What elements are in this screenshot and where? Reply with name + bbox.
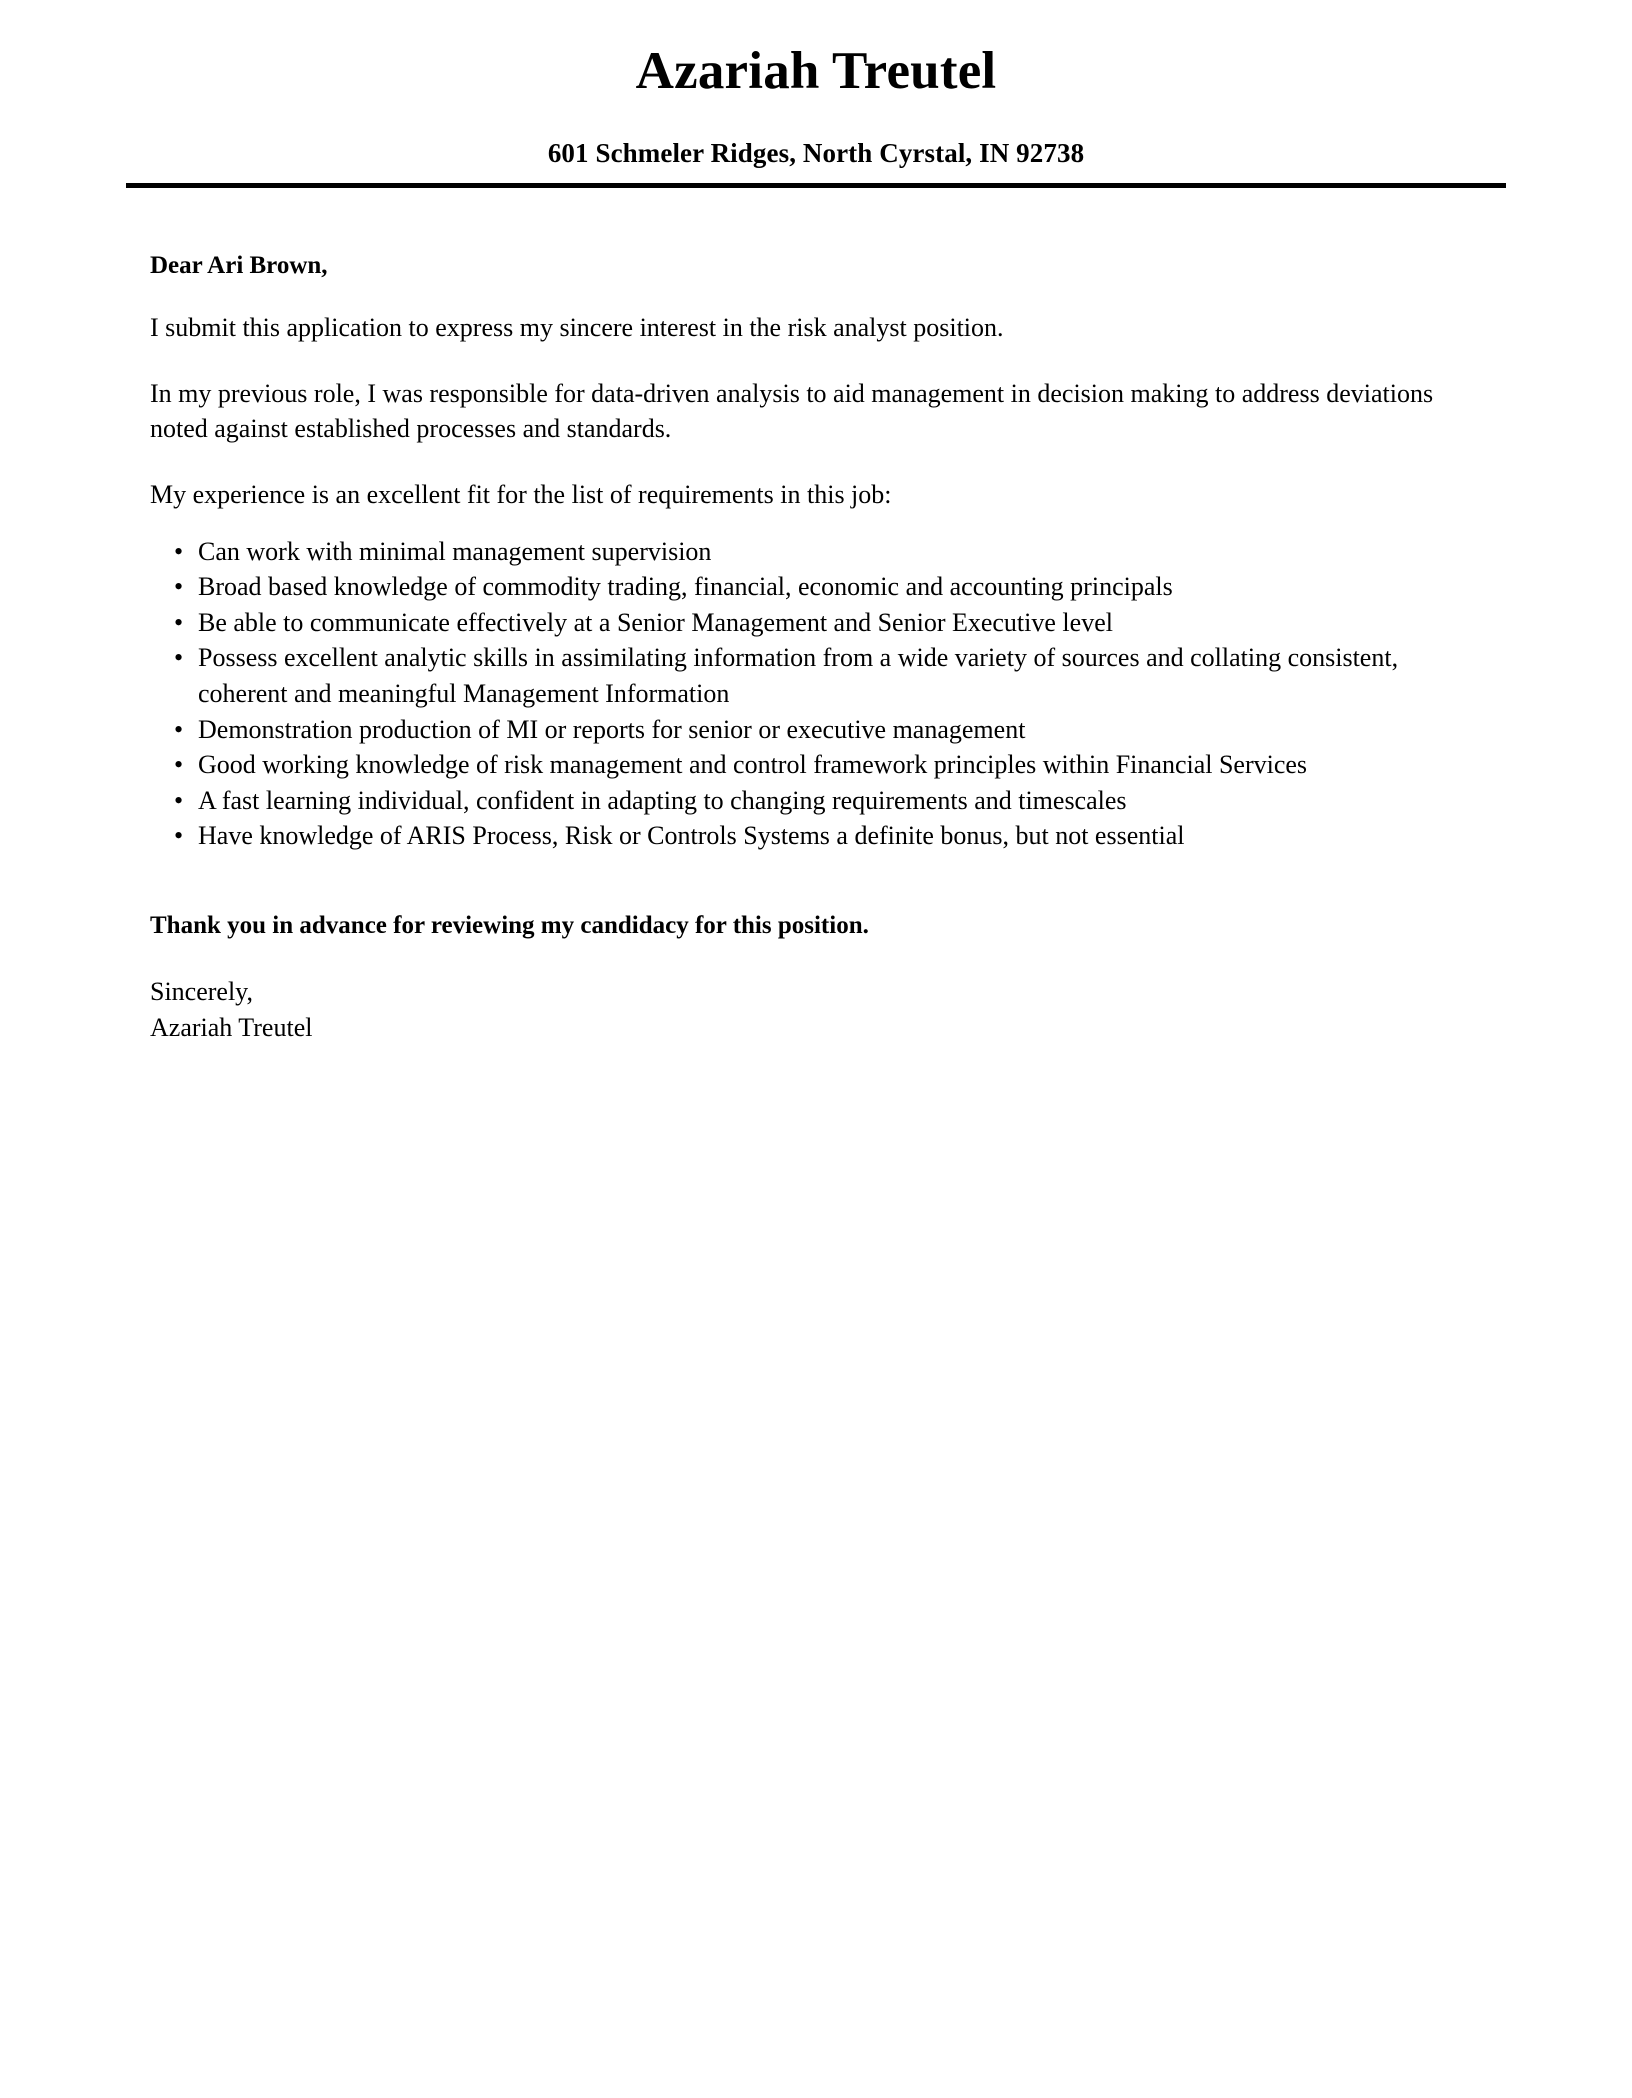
salutation: Dear Ari Brown,: [150, 252, 328, 280]
bullet-icon: •: [174, 607, 184, 637]
bullet-icon: •: [174, 536, 184, 566]
list-item: [150, 818, 1433, 854]
cover-letter: [0, 0, 1632, 1045]
signoff-name: Azariah Treutel: [150, 1012, 313, 1042]
list-item-text: Have knowledge of ARIS Process, Risk or Controls Systems a definite bonus, but not essential: [198, 821, 1185, 851]
bullet-icon: •: [174, 750, 184, 780]
bullet-icon: •: [174, 572, 184, 602]
list-item: [150, 605, 1433, 641]
list-item: [150, 712, 1433, 748]
letter-body: [0, 188, 1632, 1045]
candidate-name: Azariah Treutel: [635, 42, 997, 100]
list-item-text: Be able to communicate effectively at a Senior Management and Senior Executive level: [198, 607, 1113, 637]
requirements-list: [150, 513, 1482, 854]
bullet-icon: •: [174, 821, 184, 851]
list-item: [150, 569, 1433, 605]
list-item: [150, 640, 1433, 711]
list-item: [150, 783, 1433, 819]
experience-paragraph: In my previous role, I was responsible for data-driven analysis to aid management in decision making to address deviations noted against established processes and standards.: [150, 378, 1434, 444]
thank-you-line: Thank you in advance for reviewing my candidacy for this position.: [150, 912, 869, 940]
list-item: [150, 534, 1433, 570]
bullet-icon: •: [174, 714, 184, 744]
signoff: Sincerely,: [150, 977, 253, 1007]
list-item-text: Possess excellent analytic skills in assimilating information from a wide variety of sources and collating consistent, coherent and meaningful Management Information: [198, 643, 1399, 708]
list-item-text: Good working knowledge of risk management and control framework principles within Financial Services: [198, 750, 1308, 780]
bullet-icon: •: [174, 643, 184, 673]
bullet-icon: •: [174, 785, 184, 815]
list-item: [150, 747, 1433, 783]
list-item-text: Broad based knowledge of commodity trading, financial, economic and accounting principals: [198, 572, 1173, 602]
list-item-text: Can work with minimal management supervision: [198, 536, 712, 566]
letter-header: [0, 0, 1632, 188]
candidate-address: 601 Schmeler Ridges, North Cyrstal, IN 92738: [547, 138, 1085, 169]
requirements-lead-in: My experience is an excellent fit for the list of requirements in this job:: [150, 479, 892, 509]
list-item-text: A fast learning individual, confident in adapting to changing requirements and timescales: [198, 785, 1127, 815]
list-item-text: Demonstration production of MI or reports for senior or executive management: [198, 714, 1026, 744]
intro-paragraph: I submit this application to express my sincere interest in the risk analyst position.: [150, 313, 1004, 343]
